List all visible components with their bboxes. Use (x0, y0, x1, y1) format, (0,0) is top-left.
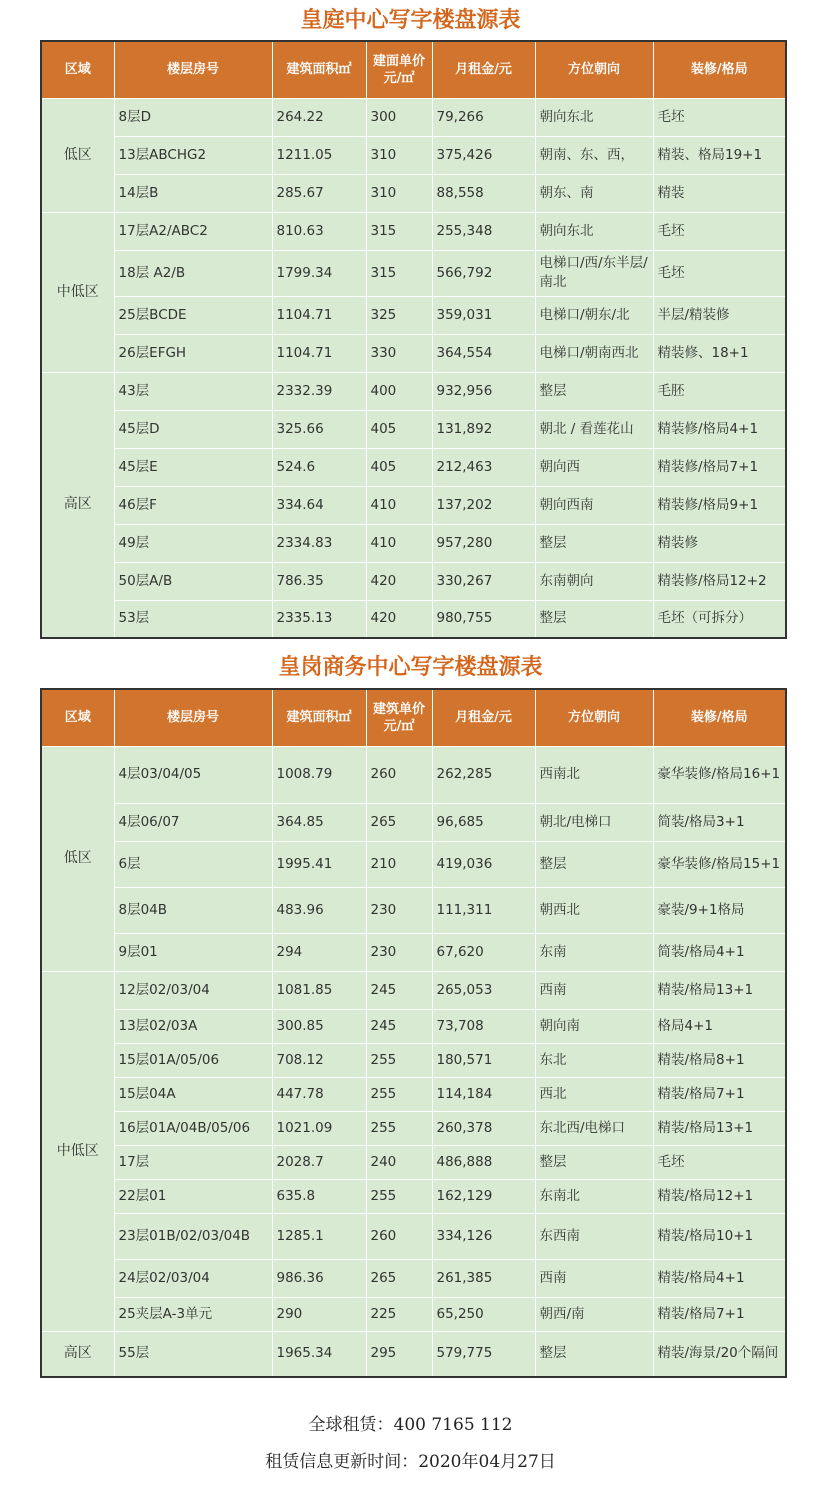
floor-cell: 46层F (114, 486, 272, 524)
floor-cell: 13层02/03A (114, 1009, 272, 1043)
orientation-cell: 整层 (535, 1331, 653, 1377)
table-row (41, 1297, 786, 1331)
header-area: 建筑面积㎡ (272, 41, 366, 98)
floor-cell: 4层06/07 (114, 803, 272, 841)
floor-cell: 45层D (114, 410, 272, 448)
unit-price-cell: 330 (366, 334, 432, 372)
table-row (41, 933, 786, 971)
floor-cell: 15层04A (114, 1077, 272, 1111)
monthly-rent-cell: 932,956 (432, 372, 535, 410)
unit-price-cell: 230 (366, 887, 432, 933)
table-row (41, 746, 786, 803)
area-cell: 1995.41 (272, 841, 366, 887)
decoration-cell: 精装/格局4+1 (653, 1259, 786, 1297)
unit-price-cell: 315 (366, 250, 432, 296)
orientation-cell: 朝向东北 (535, 212, 653, 250)
orientation-cell: 朝向西 (535, 448, 653, 486)
floor-cell: 22层01 (114, 1179, 272, 1213)
unit-price-cell: 410 (366, 524, 432, 562)
monthly-rent-cell: 67,620 (432, 933, 535, 971)
header-monthly-rent: 月租金/元 (432, 41, 535, 98)
floor-cell: 17层A2/ABC2 (114, 212, 272, 250)
area-cell: 1008.79 (272, 746, 366, 803)
floor-cell: 13层ABCHG2 (114, 136, 272, 174)
table-row (41, 296, 786, 334)
area-cell: 2332.39 (272, 372, 366, 410)
orientation-cell: 西北 (535, 1077, 653, 1111)
area-cell: 294 (272, 933, 366, 971)
orientation-cell: 东西南 (535, 1213, 653, 1259)
decoration-cell: 毛坯 (653, 250, 786, 296)
monthly-rent-cell: 957,280 (432, 524, 535, 562)
monthly-rent-cell: 334,126 (432, 1213, 535, 1259)
orientation-cell: 整层 (535, 372, 653, 410)
orientation-cell: 东南北 (535, 1179, 653, 1213)
monthly-rent-cell: 180,571 (432, 1043, 535, 1077)
monthly-rent-cell: 131,892 (432, 410, 535, 448)
zone-cell: 低区 (41, 98, 114, 212)
table-row (41, 136, 786, 174)
header-decoration: 装修/格局 (653, 41, 786, 98)
area-cell: 708.12 (272, 1043, 366, 1077)
table-row (41, 1179, 786, 1213)
table-row (41, 1077, 786, 1111)
monthly-rent-cell: 79,266 (432, 98, 535, 136)
decoration-cell: 简装/格局3+1 (653, 803, 786, 841)
decoration-cell: 精装、格局19+1 (653, 136, 786, 174)
floor-cell: 43层 (114, 372, 272, 410)
floor-cell: 26层EFGH (114, 334, 272, 372)
decoration-cell: 精装修/格局4+1 (653, 410, 786, 448)
area-cell: 1021.09 (272, 1111, 366, 1145)
unit-price-cell: 255 (366, 1111, 432, 1145)
decoration-cell: 简装/格局4+1 (653, 933, 786, 971)
floor-cell: 9层01 (114, 933, 272, 971)
monthly-rent-cell: 212,463 (432, 448, 535, 486)
table-row (41, 803, 786, 841)
monthly-rent-cell: 65,250 (432, 1297, 535, 1331)
decoration-cell: 豪装/9+1格局 (653, 887, 786, 933)
header-decoration: 装修/格局 (653, 689, 786, 746)
table-row (41, 1145, 786, 1179)
monthly-rent-cell: 114,184 (432, 1077, 535, 1111)
table-row (41, 971, 786, 1009)
area-cell: 334.64 (272, 486, 366, 524)
table-row (41, 1111, 786, 1145)
zone-cell: 中低区 (41, 971, 114, 1331)
monthly-rent-cell: 137,202 (432, 486, 535, 524)
decoration-cell: 毛坯（可拆分） (653, 600, 786, 638)
table-row (41, 98, 786, 136)
header-orientation: 方位朝向 (535, 41, 653, 98)
decoration-cell: 精装 (653, 174, 786, 212)
area-cell: 810.63 (272, 212, 366, 250)
floor-cell: 45层E (114, 448, 272, 486)
orientation-cell: 朝西北 (535, 887, 653, 933)
orientation-cell: 整层 (535, 524, 653, 562)
monthly-rent-cell: 162,129 (432, 1179, 535, 1213)
unit-price-cell: 420 (366, 600, 432, 638)
monthly-rent-cell: 359,031 (432, 296, 535, 334)
area-cell: 2334.83 (272, 524, 366, 562)
floor-cell: 50层A/B (114, 562, 272, 600)
orientation-cell: 朝向东北 (535, 98, 653, 136)
area-cell: 786.35 (272, 562, 366, 600)
area-cell: 2335.13 (272, 600, 366, 638)
unit-price-cell: 265 (366, 803, 432, 841)
table-row (41, 486, 786, 524)
orientation-cell: 西南 (535, 1259, 653, 1297)
orientation-cell: 朝向南 (535, 1009, 653, 1043)
table-row (41, 372, 786, 410)
floor-cell: 23层01B/02/03/04B (114, 1213, 272, 1259)
table-row (41, 334, 786, 372)
orientation-cell: 西南北 (535, 746, 653, 803)
monthly-rent-cell: 88,558 (432, 174, 535, 212)
decoration-cell: 精装修/格局9+1 (653, 486, 786, 524)
floor-cell: 25夹层A-3单元 (114, 1297, 272, 1331)
table-row (41, 1331, 786, 1377)
area-cell: 1285.1 (272, 1213, 366, 1259)
orientation-cell: 整层 (535, 600, 653, 638)
orientation-cell: 朝北/电梯口 (535, 803, 653, 841)
monthly-rent-cell: 330,267 (432, 562, 535, 600)
area-cell: 1211.05 (272, 136, 366, 174)
table1 (40, 40, 787, 639)
orientation-cell: 整层 (535, 1145, 653, 1179)
monthly-rent-cell: 262,285 (432, 746, 535, 803)
floor-cell: 4层03/04/05 (114, 746, 272, 803)
orientation-cell: 东南朝向 (535, 562, 653, 600)
unit-price-cell: 310 (366, 174, 432, 212)
table-row (41, 1259, 786, 1297)
monthly-rent-cell: 73,708 (432, 1009, 535, 1043)
floor-cell: 14层B (114, 174, 272, 212)
unit-price-cell: 410 (366, 486, 432, 524)
table-row (41, 1213, 786, 1259)
decoration-cell: 精装/格局7+1 (653, 1297, 786, 1331)
header-unit-price: 建面单价元/㎡ (366, 41, 432, 98)
unit-price-cell: 400 (366, 372, 432, 410)
area-cell: 1104.71 (272, 296, 366, 334)
unit-price-cell: 240 (366, 1145, 432, 1179)
monthly-rent-cell: 255,348 (432, 212, 535, 250)
area-cell: 447.78 (272, 1077, 366, 1111)
header-zone: 区域 (41, 41, 114, 98)
table-row (41, 562, 786, 600)
floor-cell: 49层 (114, 524, 272, 562)
floor-cell: 15层01A/05/06 (114, 1043, 272, 1077)
floor-cell: 55层 (114, 1331, 272, 1377)
table-row (41, 1043, 786, 1077)
table-row (41, 174, 786, 212)
table2-title: 皇岗商务中心写字楼盘源表 (278, 655, 543, 680)
floor-cell: 53层 (114, 600, 272, 638)
orientation-cell: 朝向西南 (535, 486, 653, 524)
table-row (41, 524, 786, 562)
orientation-cell: 电梯口/西/东半层/南北 (535, 250, 653, 296)
table-row (41, 600, 786, 638)
monthly-rent-cell: 980,755 (432, 600, 535, 638)
orientation-cell: 整层 (535, 841, 653, 887)
monthly-rent-cell: 375,426 (432, 136, 535, 174)
orientation-cell: 西南 (535, 971, 653, 1009)
unit-price-cell: 405 (366, 448, 432, 486)
unit-price-cell: 315 (366, 212, 432, 250)
orientation-cell: 朝东、南 (535, 174, 653, 212)
area-cell: 635.8 (272, 1179, 366, 1213)
unit-price-cell: 405 (366, 410, 432, 448)
area-cell: 483.96 (272, 887, 366, 933)
unit-price-cell: 230 (366, 933, 432, 971)
monthly-rent-cell: 96,685 (432, 803, 535, 841)
header-monthly-rent: 月租金/元 (432, 689, 535, 746)
decoration-cell: 精装/格局8+1 (653, 1043, 786, 1077)
orientation-cell: 电梯口/朝东/北 (535, 296, 653, 334)
header-area: 建筑面积㎡ (272, 689, 366, 746)
decoration-cell: 精装/格局13+1 (653, 1111, 786, 1145)
area-cell: 1104.71 (272, 334, 366, 372)
floor-cell: 25层BCDE (114, 296, 272, 334)
floor-cell: 12层02/03/04 (114, 971, 272, 1009)
orientation-cell: 东北西/电梯口 (535, 1111, 653, 1145)
decoration-cell: 豪华装修/格局16+1 (653, 746, 786, 803)
unit-price-cell: 265 (366, 1259, 432, 1297)
orientation-cell: 电梯口/朝南西北 (535, 334, 653, 372)
table2 (40, 688, 787, 1378)
monthly-rent-cell: 566,792 (432, 250, 535, 296)
decoration-cell: 精装/格局12+1 (653, 1179, 786, 1213)
area-cell: 285.67 (272, 174, 366, 212)
decoration-cell: 毛坯 (653, 98, 786, 136)
header-orientation: 方位朝向 (535, 689, 653, 746)
unit-price-cell: 420 (366, 562, 432, 600)
area-cell: 325.66 (272, 410, 366, 448)
unit-price-cell: 255 (366, 1043, 432, 1077)
unit-price-cell: 255 (366, 1077, 432, 1111)
unit-price-cell: 325 (366, 296, 432, 334)
monthly-rent-cell: 260,378 (432, 1111, 535, 1145)
monthly-rent-cell: 265,053 (432, 971, 535, 1009)
table-row (41, 841, 786, 887)
unit-price-cell: 245 (366, 971, 432, 1009)
monthly-rent-cell: 419,036 (432, 841, 535, 887)
table-row (41, 887, 786, 933)
unit-price-cell: 210 (366, 841, 432, 887)
decoration-cell: 精装修 (653, 524, 786, 562)
unit-price-cell: 260 (366, 1213, 432, 1259)
unit-price-cell: 245 (366, 1009, 432, 1043)
monthly-rent-cell: 111,311 (432, 887, 535, 933)
floor-cell: 8层04B (114, 887, 272, 933)
zone-cell: 低区 (41, 746, 114, 971)
area-cell: 524.6 (272, 448, 366, 486)
decoration-cell: 半层/精装修 (653, 296, 786, 334)
area-cell: 1965.34 (272, 1331, 366, 1377)
area-cell: 1081.85 (272, 971, 366, 1009)
decoration-cell: 精装/格局10+1 (653, 1213, 786, 1259)
unit-price-cell: 225 (366, 1297, 432, 1331)
area-cell: 364.85 (272, 803, 366, 841)
unit-price-cell: 255 (366, 1179, 432, 1213)
orientation-cell: 朝北 / 看莲花山 (535, 410, 653, 448)
footer-updated: 租赁信息更新时间：2020年04月27日 (265, 1452, 556, 1472)
table1-title: 皇庭中心写字楼盘源表 (300, 8, 521, 33)
zone-cell: 高区 (41, 372, 114, 638)
table-row (41, 250, 786, 296)
header-floor: 楼层房号 (114, 41, 272, 98)
area-cell: 986.36 (272, 1259, 366, 1297)
area-cell: 2028.7 (272, 1145, 366, 1179)
floor-cell: 8层D (114, 98, 272, 136)
table-row (41, 448, 786, 486)
decoration-cell: 格局4+1 (653, 1009, 786, 1043)
area-cell: 1799.34 (272, 250, 366, 296)
header-zone: 区域 (41, 689, 114, 746)
header-unit-price: 建筑单价元/㎡ (366, 689, 432, 746)
decoration-cell: 精装修、18+1 (653, 334, 786, 372)
floor-cell: 24层02/03/04 (114, 1259, 272, 1297)
decoration-cell: 毛胚 (653, 372, 786, 410)
unit-price-cell: 295 (366, 1331, 432, 1377)
header-floor: 楼层房号 (114, 689, 272, 746)
monthly-rent-cell: 261,385 (432, 1259, 535, 1297)
unit-price-cell: 260 (366, 746, 432, 803)
zone-cell: 中低区 (41, 212, 114, 372)
decoration-cell: 毛坯 (653, 212, 786, 250)
area-cell: 264.22 (272, 98, 366, 136)
monthly-rent-cell: 486,888 (432, 1145, 535, 1179)
footer-contact: 全球租赁：400 7165 112 (308, 1415, 513, 1435)
orientation-cell: 朝西/南 (535, 1297, 653, 1331)
decoration-cell: 精装/海景/20个隔间 (653, 1331, 786, 1377)
floor-cell: 16层01A/04B/05/06 (114, 1111, 272, 1145)
table-row (41, 1009, 786, 1043)
floor-cell: 17层 (114, 1145, 272, 1179)
orientation-cell: 朝南、东、西， (535, 136, 653, 174)
floor-cell: 18层 A2/B (114, 250, 272, 296)
decoration-cell: 精装修/格局12+2 (653, 562, 786, 600)
orientation-cell: 东北 (535, 1043, 653, 1077)
decoration-cell: 毛坯 (653, 1145, 786, 1179)
decoration-cell: 精装修/格局7+1 (653, 448, 786, 486)
decoration-cell: 精装/格局13+1 (653, 971, 786, 1009)
decoration-cell: 豪华装修/格局15+1 (653, 841, 786, 887)
decoration-cell: 精装/格局7+1 (653, 1077, 786, 1111)
unit-price-cell: 300 (366, 98, 432, 136)
monthly-rent-cell: 579,775 (432, 1331, 535, 1377)
table-row (41, 410, 786, 448)
zone-cell: 高区 (41, 1331, 114, 1377)
table-row (41, 212, 786, 250)
floor-cell: 6层 (114, 841, 272, 887)
monthly-rent-cell: 364,554 (432, 334, 535, 372)
area-cell: 290 (272, 1297, 366, 1331)
unit-price-cell: 310 (366, 136, 432, 174)
orientation-cell: 东南 (535, 933, 653, 971)
area-cell: 300.85 (272, 1009, 366, 1043)
